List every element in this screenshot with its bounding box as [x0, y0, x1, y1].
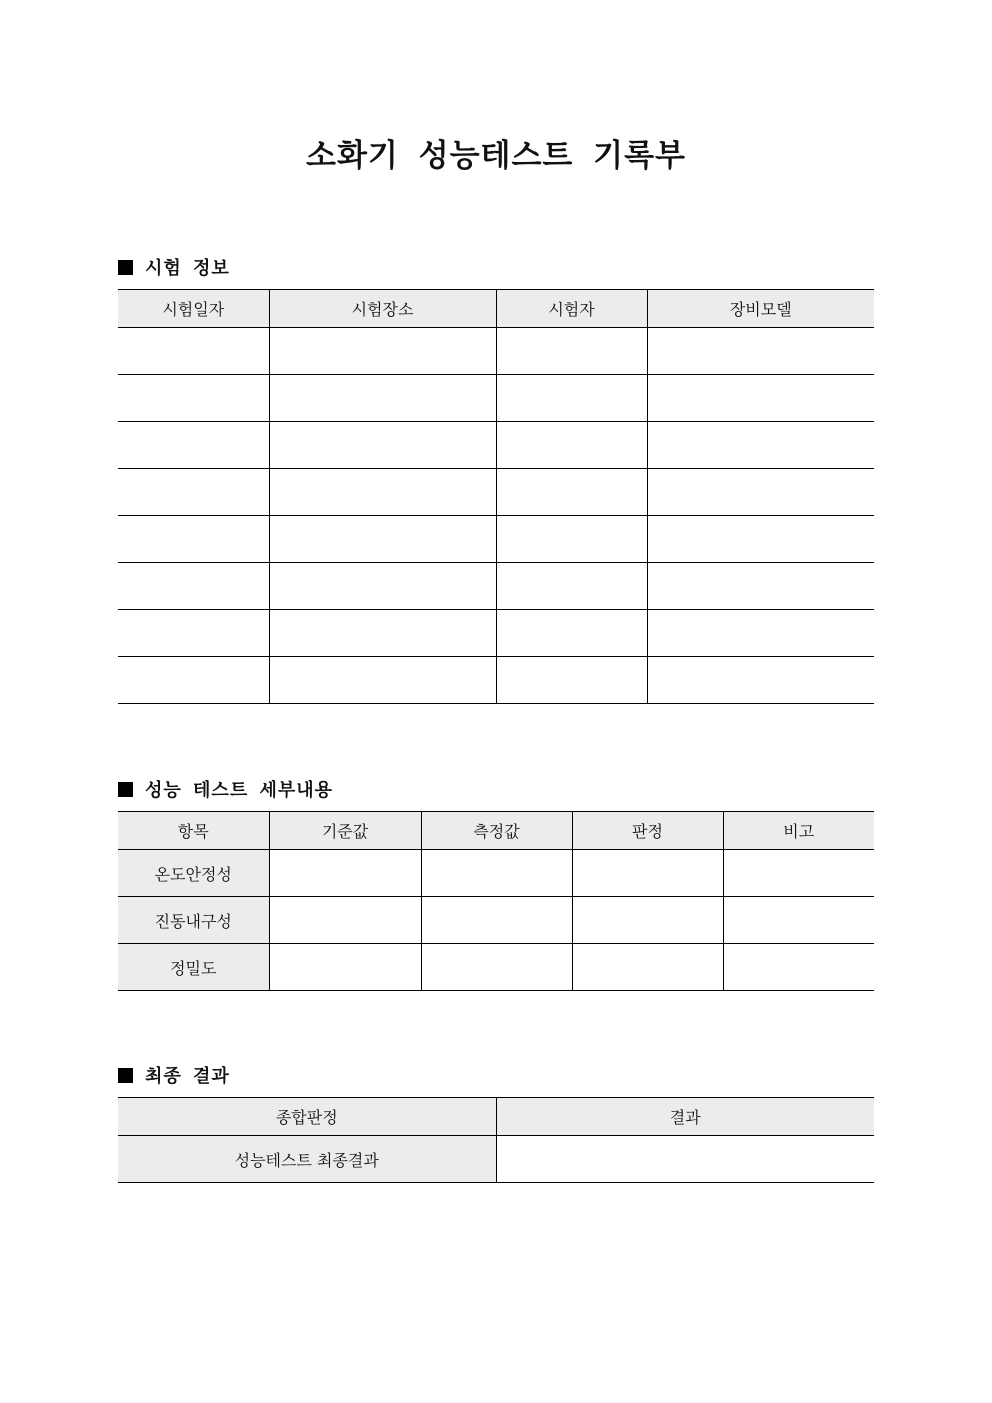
- test-date-cell[interactable]: [118, 375, 269, 422]
- test-date-cell[interactable]: [118, 328, 269, 375]
- table-row: [118, 422, 874, 469]
- equipment-model-cell[interactable]: [647, 328, 874, 375]
- column-header-tester: 시험자: [496, 290, 647, 328]
- test-location-cell[interactable]: [269, 563, 496, 610]
- section-heading-final-result: [118, 1062, 230, 1088]
- reference-value-cell[interactable]: [269, 897, 421, 944]
- square-bullet-icon: [118, 1068, 133, 1083]
- item-label-cell: 정밀도: [118, 944, 269, 991]
- test-date-cell[interactable]: [118, 610, 269, 657]
- square-bullet-icon: [118, 260, 133, 275]
- table-header-row: [118, 812, 874, 850]
- table-row: [118, 897, 874, 944]
- test-date-cell[interactable]: [118, 657, 269, 704]
- table-row: [118, 328, 874, 375]
- tester-cell[interactable]: [496, 610, 647, 657]
- column-header-remarks: 비고: [723, 812, 874, 850]
- test-location-cell[interactable]: [269, 516, 496, 563]
- column-header-item: 항목: [118, 812, 269, 850]
- tester-cell[interactable]: [496, 563, 647, 610]
- equipment-model-cell[interactable]: [647, 469, 874, 516]
- column-header-judgment: 판정: [572, 812, 723, 850]
- column-header-test-date: 시험일자: [118, 290, 269, 328]
- measured-value-cell[interactable]: [421, 850, 572, 897]
- table-row: [118, 944, 874, 991]
- equipment-model-cell[interactable]: [647, 610, 874, 657]
- item-label-cell: 진동내구성: [118, 897, 269, 944]
- table-row: [118, 516, 874, 563]
- test-location-cell[interactable]: [269, 657, 496, 704]
- test-date-cell[interactable]: [118, 563, 269, 610]
- measured-value-cell[interactable]: [421, 944, 572, 991]
- equipment-model-cell[interactable]: [647, 375, 874, 422]
- tester-cell[interactable]: [496, 422, 647, 469]
- performance-details-table: [118, 811, 874, 991]
- overall-judgment-label-cell: 성능테스트 최종결과: [118, 1136, 496, 1183]
- tester-cell[interactable]: [496, 328, 647, 375]
- remarks-cell[interactable]: [723, 897, 874, 944]
- test-location-cell[interactable]: [269, 422, 496, 469]
- test-location-cell[interactable]: [269, 328, 496, 375]
- table-row: [118, 850, 874, 897]
- judgment-cell[interactable]: [572, 944, 723, 991]
- table-header-row: [118, 290, 874, 328]
- equipment-model-cell[interactable]: [647, 422, 874, 469]
- remarks-cell[interactable]: [723, 944, 874, 991]
- section-heading-details: [118, 776, 333, 802]
- result-cell[interactable]: [496, 1136, 874, 1183]
- tester-cell[interactable]: [496, 657, 647, 704]
- equipment-model-cell[interactable]: [647, 563, 874, 610]
- tester-cell[interactable]: [496, 469, 647, 516]
- test-date-cell[interactable]: [118, 516, 269, 563]
- column-header-result: 결과: [496, 1098, 874, 1136]
- column-header-reference-value: 기준값: [269, 812, 421, 850]
- table-row: [118, 657, 874, 704]
- judgment-cell[interactable]: [572, 897, 723, 944]
- table-header-row: [118, 1098, 874, 1136]
- column-header-test-location: 시험장소: [269, 290, 496, 328]
- square-bullet-icon: [118, 782, 133, 797]
- tester-cell[interactable]: [496, 516, 647, 563]
- tester-cell[interactable]: [496, 375, 647, 422]
- test-info-table: [118, 289, 874, 704]
- section-heading-test-info: [118, 254, 230, 280]
- equipment-model-cell[interactable]: [647, 657, 874, 704]
- table-row: [118, 1136, 874, 1183]
- measured-value-cell[interactable]: [421, 897, 572, 944]
- reference-value-cell[interactable]: [269, 850, 421, 897]
- reference-value-cell[interactable]: [269, 944, 421, 991]
- table-row: [118, 610, 874, 657]
- table-row: [118, 375, 874, 422]
- column-header-measured-value: 측정값: [421, 812, 572, 850]
- test-date-cell[interactable]: [118, 469, 269, 516]
- section-heading-label: 성능 테스트 세부내용: [145, 780, 334, 801]
- test-location-cell[interactable]: [269, 375, 496, 422]
- item-label-cell: 온도안정성: [118, 850, 269, 897]
- test-location-cell[interactable]: [269, 469, 496, 516]
- equipment-model-cell[interactable]: [647, 516, 874, 563]
- test-location-cell[interactable]: [269, 610, 496, 657]
- judgment-cell[interactable]: [572, 850, 723, 897]
- table-row: [118, 563, 874, 610]
- document-title: 소화기 성능테스트 기록부: [306, 138, 686, 174]
- column-header-equipment-model: 장비모델: [647, 290, 874, 328]
- remarks-cell[interactable]: [723, 850, 874, 897]
- test-date-cell[interactable]: [118, 422, 269, 469]
- section-heading-label: 시험 정보: [145, 258, 230, 279]
- table-row: [118, 469, 874, 516]
- section-heading-label: 최종 결과: [145, 1066, 230, 1087]
- final-result-table: [118, 1097, 874, 1183]
- column-header-overall-judgment: 종합판정: [118, 1098, 496, 1136]
